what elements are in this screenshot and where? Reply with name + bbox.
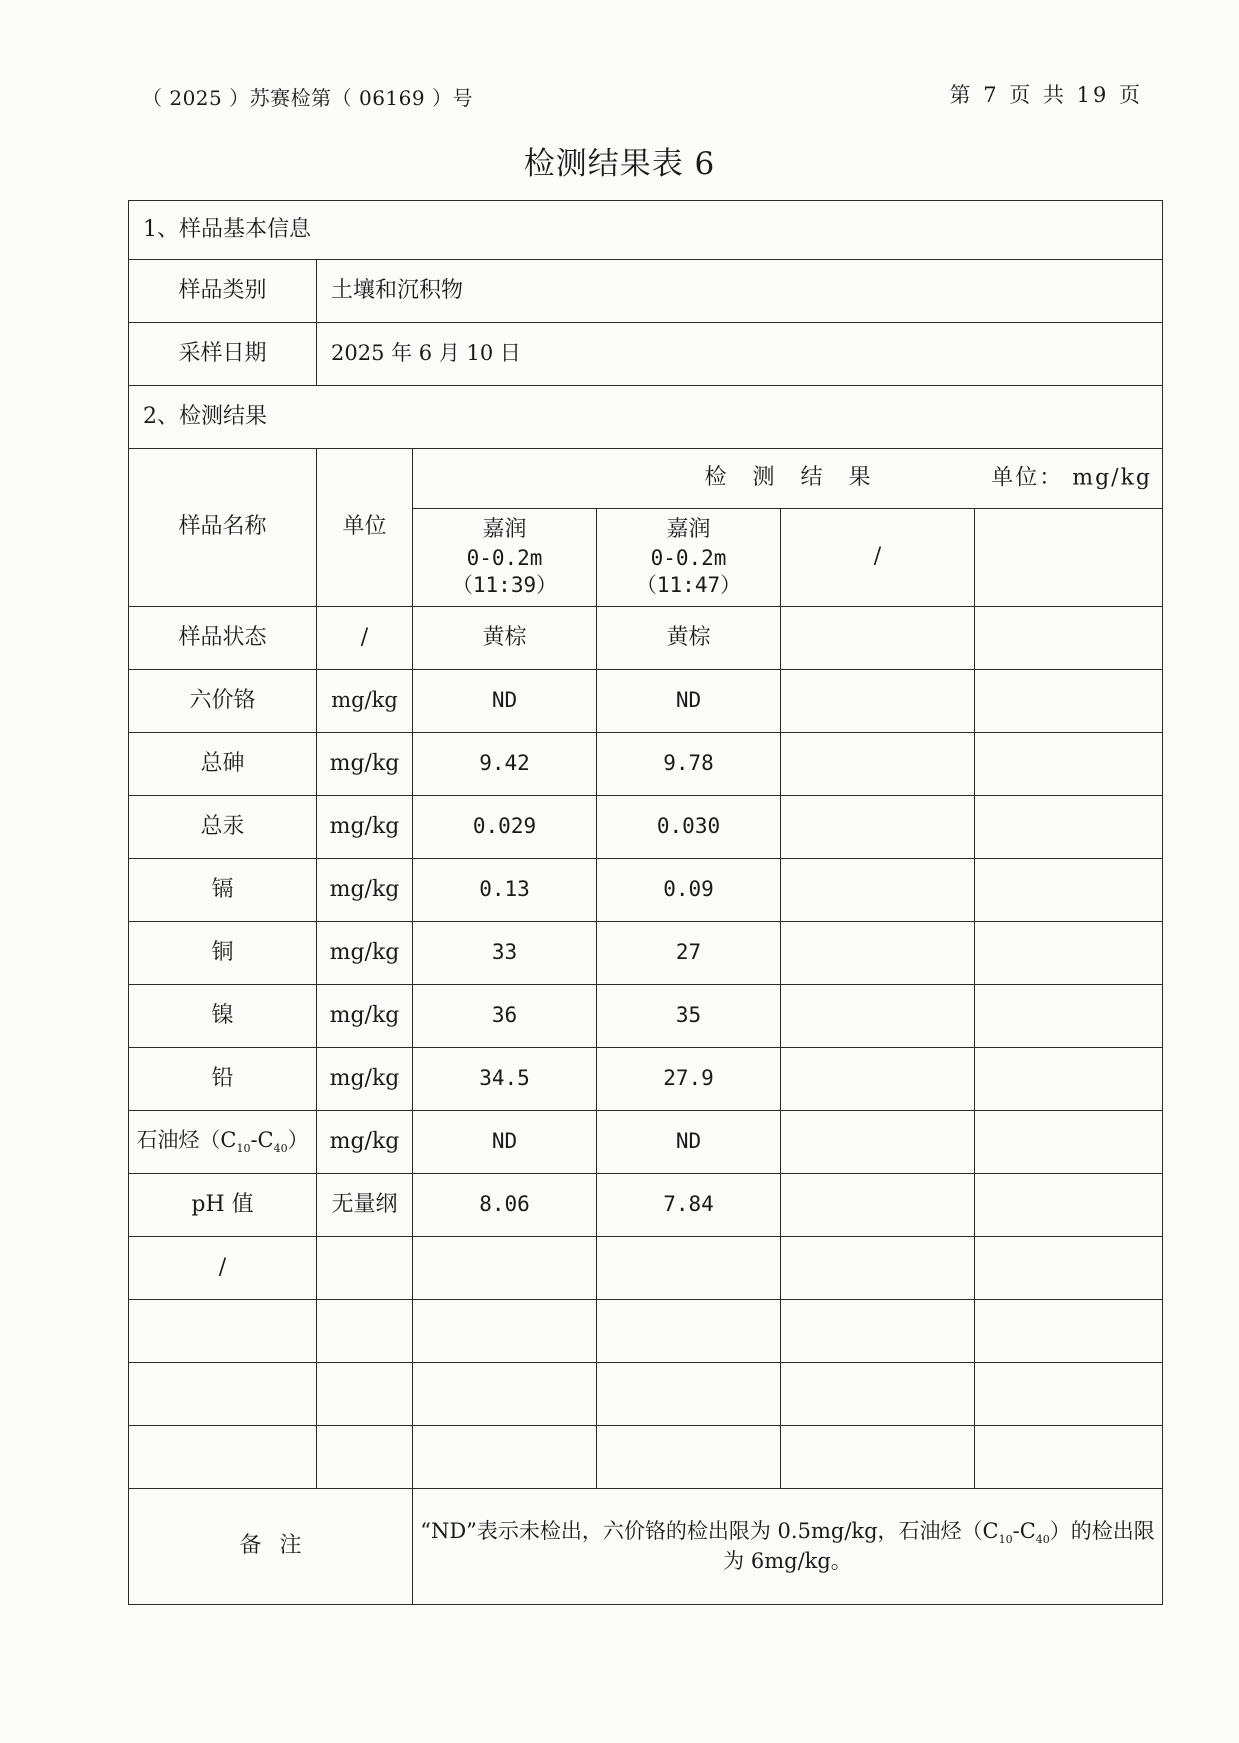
results-section-label: 2、检测结果 [129,386,1163,449]
analyte-name: 铜 [129,922,317,985]
empty-cell [781,670,975,733]
remarks-text [413,1489,1163,1605]
empty-cell [975,1048,1163,1111]
result-value-1: 34.5 [413,1048,597,1111]
date-label: 采样日期 [129,323,317,386]
basic-info-section-label: 1、样品基本信息 [129,201,1163,260]
empty-cell [781,1300,975,1363]
table-row [129,1363,1163,1426]
tph-sub2: 40 [273,1142,288,1156]
sample-2-name: 嘉润 [666,516,711,542]
state-row [129,607,1163,670]
state-unit: / [317,607,413,670]
basic-info-section-row [129,201,1163,260]
empty-cell [781,733,975,796]
empty-cell [413,1237,597,1300]
page-title: 检测结果表 6 [523,146,716,182]
result-value-2: 9.78 [597,733,781,796]
empty-cell [129,1300,317,1363]
tph-mid: -C [250,1128,274,1153]
empty-cell [781,859,975,922]
state-value-1: 黄棕 [413,607,597,670]
result-value-2: ND [597,670,781,733]
sample-header-1 [413,509,597,607]
empty-cell [975,1300,1163,1363]
remarks-sub1: 10 [998,1533,1013,1547]
result-value-1: 36 [413,985,597,1048]
empty-cell [975,859,1163,922]
analyte-unit: mg/kg [317,733,413,796]
analyte-unit: mg/kg [317,922,413,985]
tph-prefix: 石油烃（C [136,1128,237,1153]
analyte-unit: mg/kg [317,1048,413,1111]
table-row [129,1111,1163,1174]
sample-2-depth: 0-0.2m [650,545,727,570]
col-name-header: 样品名称 [129,449,317,607]
empty-cell [975,1426,1163,1489]
empty-cell [413,1363,597,1426]
result-value-1: 9.42 [413,733,597,796]
sample-header-empty [975,509,1163,607]
empty-cell [781,1174,975,1237]
analyte-unit: mg/kg [317,1111,413,1174]
results-section-row [129,386,1163,449]
result-value-2: 35 [597,985,781,1048]
empty-cell [781,1237,975,1300]
empty-cell [975,1363,1163,1426]
table-row [129,1237,1163,1300]
state-label: 样品状态 [129,607,317,670]
empty-cell [781,1111,975,1174]
result-header-row [129,449,1163,509]
remarks-label: 备注 [239,1533,320,1559]
remarks-label-cell [129,1489,413,1605]
empty-cell [781,1048,975,1111]
table-row [129,1048,1163,1111]
empty-cell [781,1363,975,1426]
analyte-unit: mg/kg [317,796,413,859]
empty-cell [413,1426,597,1489]
col-unit-header: 单位 [317,449,413,607]
category-label: 样品类别 [129,260,317,323]
date-value: 2025 年 6 月 10 日 [317,323,1163,386]
category-value: 土壤和沉积物 [317,260,1163,323]
sample-header-2 [597,509,781,607]
analyte-name: 镉 [129,859,317,922]
empty-cell [781,922,975,985]
result-value-1: ND [413,1111,597,1174]
sample-1-name: 嘉润 [482,516,527,542]
empty-cell [975,1237,1163,1300]
analyte-name-tph [129,1111,317,1174]
table-row [129,733,1163,796]
empty-cell [781,607,975,670]
category-row [129,260,1163,323]
analyte-name: 总砷 [129,733,317,796]
empty-cell [413,1300,597,1363]
table-row [129,859,1163,922]
remarks-part2: ）的检出限为 6mg/kg。 [723,1519,1155,1573]
result-value-2: 27 [597,922,781,985]
page-info: 第 7 页 共 19 页 [949,83,1143,107]
empty-cell [975,985,1163,1048]
empty-cell [597,1300,781,1363]
result-value-1: 33 [413,922,597,985]
result-header-label: 检测结果 [704,465,897,491]
tph-suffix: ） [287,1128,309,1153]
empty-cell [975,670,1163,733]
date-row [129,323,1163,386]
empty-cell [129,1426,317,1489]
empty-row-marker: / [129,1237,317,1300]
result-value-1: 8.06 [413,1174,597,1237]
table-row [129,670,1163,733]
empty-cell [597,1426,781,1489]
remarks-part1: “ND”表示未检出，六价铬的检出限为 0.5mg/kg，石油烃（C [420,1519,999,1544]
table-row [129,922,1163,985]
result-header [413,449,1163,509]
remarks-mid: -C [1012,1519,1036,1544]
analyte-unit: mg/kg [317,859,413,922]
analyte-name: pH 值 [129,1174,317,1237]
analyte-name: 铅 [129,1048,317,1111]
result-rows [129,670,1163,1489]
empty-cell [975,922,1163,985]
empty-cell [975,1111,1163,1174]
analyte-name: 总汞 [129,796,317,859]
empty-cell [781,796,975,859]
analyte-name: 六价铬 [129,670,317,733]
result-value-1: ND [413,670,597,733]
result-table [128,200,1163,1605]
analyte-unit: 无量纲 [317,1174,413,1237]
result-value-2: 0.030 [597,796,781,859]
empty-cell [781,1426,975,1489]
empty-cell [317,1363,413,1426]
empty-cell [975,733,1163,796]
sample-1-time: （11:39） [451,572,558,597]
empty-cell [597,1363,781,1426]
state-value-2: 黄棕 [597,607,781,670]
sample-2-time: （11:47） [635,572,742,597]
empty-cell [975,607,1163,670]
analyte-name: 镍 [129,985,317,1048]
empty-cell [129,1363,317,1426]
empty-cell [975,1174,1163,1237]
table-row [129,1300,1163,1363]
result-value-1: 0.029 [413,796,597,859]
result-value-1: 0.13 [413,859,597,922]
page-header [0,0,1239,140]
empty-cell [975,796,1163,859]
result-value-2: ND [597,1111,781,1174]
table-row [129,1174,1163,1237]
remarks-sub2: 40 [1035,1533,1050,1547]
unit-note: 单位： mg/kg [991,465,1152,491]
table-row [129,985,1163,1048]
empty-cell [781,985,975,1048]
empty-cell [317,1237,413,1300]
empty-cell [597,1237,781,1300]
result-value-2: 0.09 [597,859,781,922]
sample-header-placeholder: / [781,509,975,607]
table-row [129,1426,1163,1489]
empty-cell [317,1300,413,1363]
empty-cell [317,1426,413,1489]
sample-1-depth: 0-0.2m [466,545,543,570]
analyte-unit: mg/kg [317,985,413,1048]
tph-sub1: 10 [236,1142,251,1156]
remarks-row [129,1489,1163,1605]
analyte-unit: mg/kg [317,670,413,733]
result-value-2: 27.9 [597,1048,781,1111]
document-number: （ 2025 ）苏赛检第（ 06169 ）号 [142,86,473,110]
table-row [129,796,1163,859]
result-value-2: 7.84 [597,1174,781,1237]
